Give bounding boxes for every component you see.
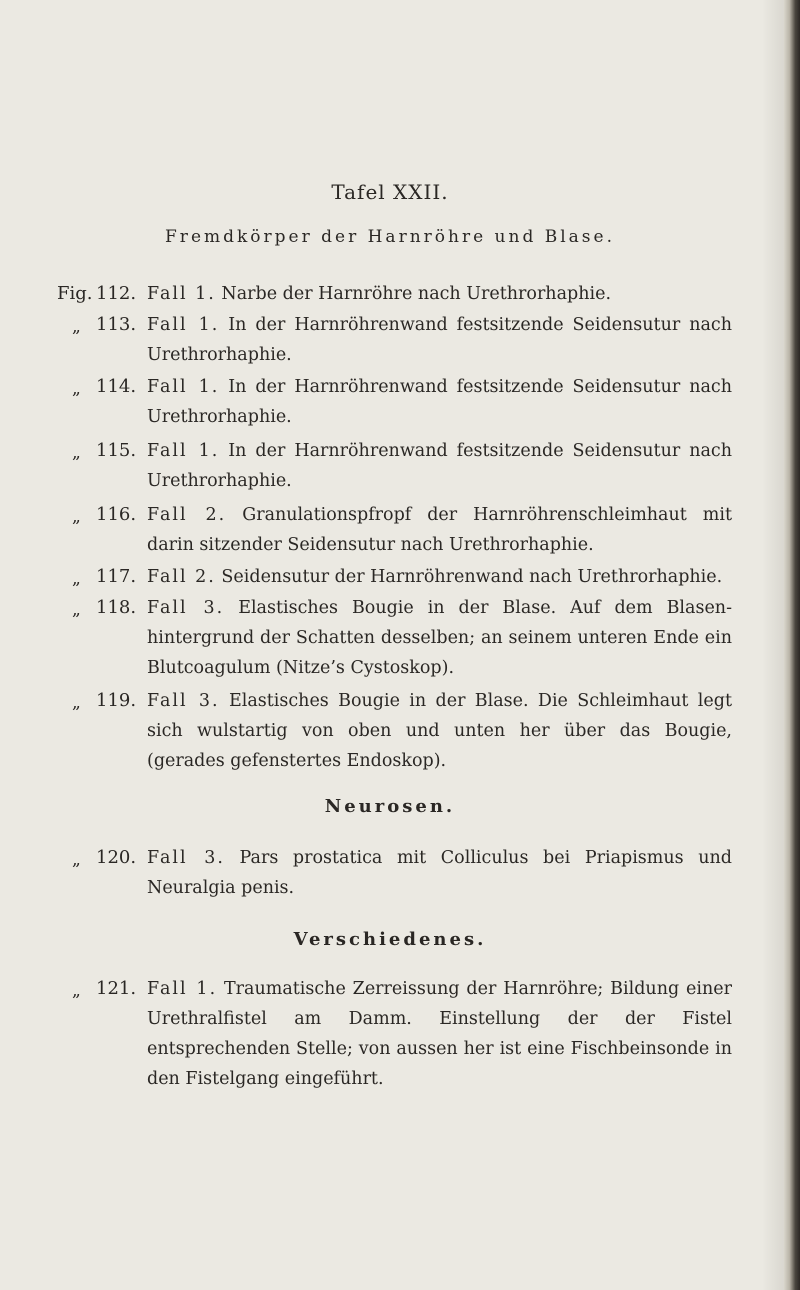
figure-caption bbox=[147, 310, 732, 370]
case-label: Fall 1. bbox=[147, 377, 220, 397]
figure-number: 120. bbox=[96, 847, 137, 868]
figure-number: 114. bbox=[96, 376, 137, 397]
figure-number: 119. bbox=[96, 690, 137, 711]
figure-caption bbox=[147, 686, 732, 776]
case-label: Fall 1. bbox=[147, 979, 218, 999]
caption-text: In der Harnröhrenwand festsitzende Seidensutur nach Urethrorhaphie. bbox=[147, 315, 732, 365]
case-label: Fall 1. bbox=[147, 284, 216, 304]
figure-number: 118. bbox=[96, 597, 137, 618]
figure-caption bbox=[147, 593, 732, 683]
figure-number: 115. bbox=[96, 440, 137, 461]
figure-caption bbox=[147, 974, 732, 1094]
figure-caption bbox=[147, 279, 732, 309]
case-label: Fall 2. bbox=[147, 567, 216, 587]
figure-number: 117. bbox=[96, 566, 137, 587]
caption-text: Traumatische Zerreissung der Harnröhre; Bildung einer Urethralfistel am Damm. Einstellung der der Fistel entsprechenden Stelle; von aussen her ist eine Fischbeinsonde in den Fistelgang eingeführt. bbox=[147, 979, 732, 1089]
ditto-mark: „ bbox=[72, 981, 81, 1001]
ditto-mark: „ bbox=[72, 569, 81, 589]
ditto-mark: „ bbox=[72, 507, 81, 527]
caption-text: Narbe der Harnröhre nach Urethrorhaphie. bbox=[221, 284, 612, 304]
case-label: Fall 2. bbox=[147, 505, 227, 525]
caption-text: In der Harnröhrenwand festsitzende Seidensutur nach Urethrorhaphie. bbox=[147, 377, 732, 427]
caption-text: In der Harnröhrenwand festsitzende Seidensutur nach Urethrorhaphie. bbox=[147, 441, 732, 491]
caption-text: Elastisches Bougie in der Blase. Auf dem Blasen-hintergrund der Schatten desselben; an seinem unteren Ende ein Blutcoagulum (Nitze’s Cystoskop). bbox=[147, 598, 732, 678]
case-label: Fall 3. bbox=[147, 691, 220, 711]
section-heading-verschiedenes: Verschiedenes. bbox=[293, 929, 487, 950]
case-label: Fall 1. bbox=[147, 315, 220, 335]
figure-number: 116. bbox=[96, 504, 137, 525]
case-label: Fall 3. bbox=[147, 598, 225, 618]
caption-text: Elastisches Bougie in der Blase. Die Schleimhaut legt sich wulstartig von oben und unten her über das Bougie, (gerades gefenstertes Endoskop). bbox=[147, 691, 732, 771]
figure-number: 112. bbox=[96, 283, 137, 304]
fig-label: Fig. bbox=[57, 283, 93, 304]
figure-caption bbox=[147, 436, 732, 496]
figure-number: 113. bbox=[96, 314, 137, 335]
section-heading-neurosen: Neurosen. bbox=[324, 796, 456, 817]
figure-caption bbox=[147, 500, 732, 560]
ditto-mark: „ bbox=[72, 443, 81, 463]
caption-text: Granulationspfropf der Harnröhrenschleimhaut mit darin sitzender Seidensutur nach Urethrorhaphie. bbox=[147, 505, 732, 555]
ditto-mark: „ bbox=[72, 693, 81, 713]
plate-title: Tafel XXII. bbox=[331, 180, 449, 204]
figure-caption bbox=[147, 372, 732, 432]
plate-subtitle: Fremdkörper der Harnröhre und Blase. bbox=[165, 227, 615, 247]
case-label: Fall 1. bbox=[147, 441, 220, 461]
figure-caption bbox=[147, 843, 732, 903]
figure-caption bbox=[147, 562, 732, 592]
ditto-mark: „ bbox=[72, 317, 81, 337]
figure-number: 121. bbox=[96, 978, 137, 999]
caption-text: Pars prostatica mit Colliculus bei Priapismus und Neuralgia penis. bbox=[147, 848, 732, 898]
caption-text: Seidensutur der Harnröhrenwand nach Urethrorhaphie. bbox=[221, 567, 723, 587]
case-label: Fall 3. bbox=[147, 848, 225, 868]
ditto-mark: „ bbox=[72, 379, 81, 399]
ditto-mark: „ bbox=[72, 850, 81, 870]
ditto-mark: „ bbox=[72, 600, 81, 620]
book-spine-edge bbox=[784, 0, 800, 1290]
